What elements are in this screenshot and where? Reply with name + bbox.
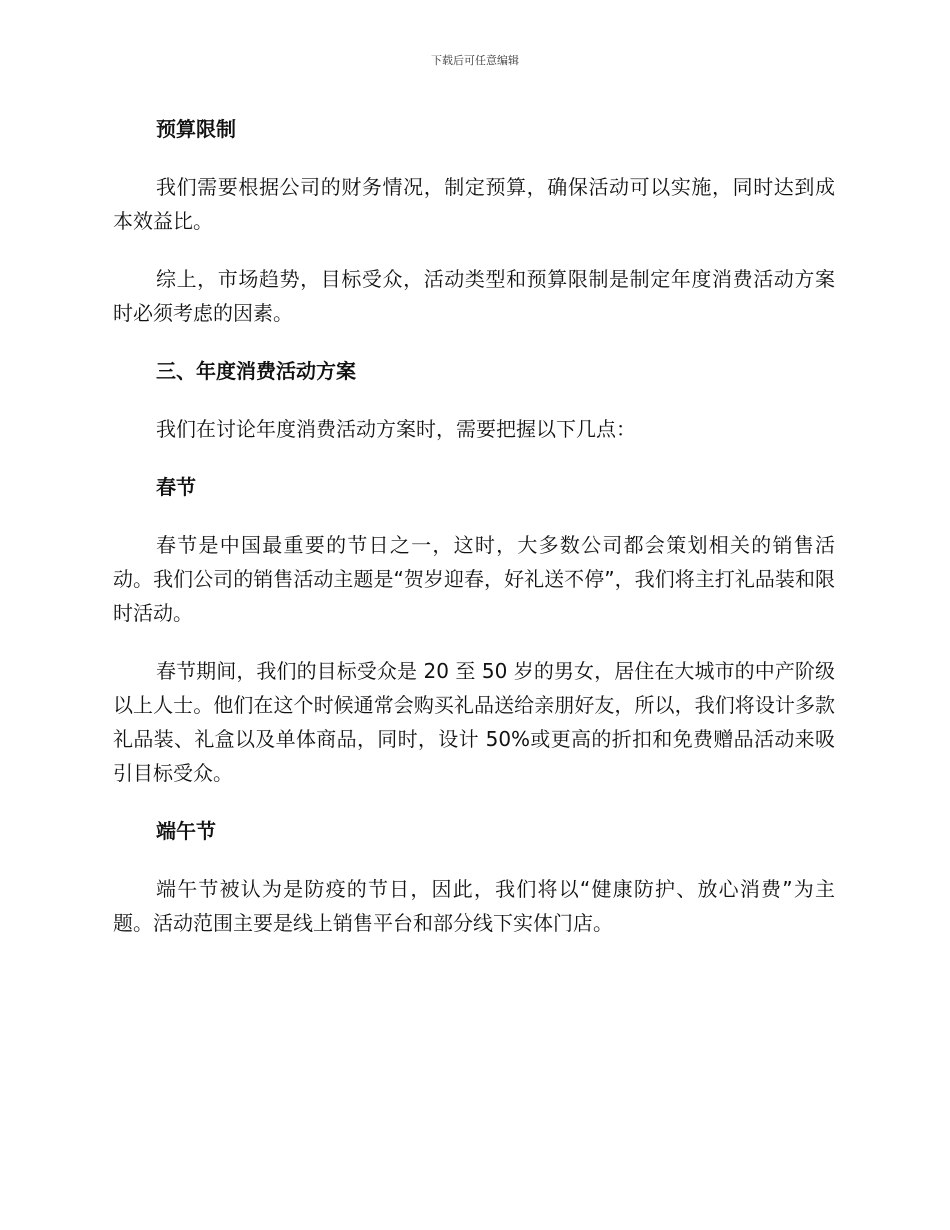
section-heading-annual-plan: 三、年度消费活动方案 — [156, 359, 356, 383]
section-heading-dragon-boat: 端午节 — [156, 819, 216, 843]
page-header-watermark: 下载后可任意编辑 — [431, 54, 519, 67]
paragraph-spring-festival-theme: 春节是中国最重要的节日之一，这时，大多数公司都会策划相关的销售活动。我们公司的销售活动主题是“贺岁迎春，好礼送不停”，我们将主打礼品装和限时活动。 — [113, 533, 835, 625]
section-heading-budget: 预算限制 — [156, 117, 236, 141]
paragraph-spring-festival-audience: 春节期间，我们的目标受众是 20 至 50 岁的男女，居住在大城市的中产阶级以上人士。他们在这个时候通常会购买礼品送给亲朋好友，所以，我们将设计多款礼品装、礼盒以及单体商品，同时，设计 50%或更高的折扣和免费赠品活动来吸引目标受众。 — [113, 659, 835, 785]
paragraph-plan-intro: 我们在讨论年度消费活动方案时，需要把握以下几点： — [156, 417, 636, 441]
section-heading-spring-festival: 春节 — [156, 475, 196, 499]
paragraph-budget: 我们需要根据公司的财务情况，制定预算，确保活动可以实施，同时达到成本效益比。 — [113, 175, 835, 233]
paragraph-summary: 综上，市场趋势，目标受众，活动类型和预算限制是制定年度消费活动方案时必须考虑的因素。 — [113, 267, 835, 325]
paragraph-dragon-boat: 端午节被认为是防疫的节日，因此，我们将以“健康防护、放心消费”为主题。活动范围主要是线上销售平台和部分线下实体门店。 — [113, 877, 835, 935]
document-body — [113, 112, 835, 964]
